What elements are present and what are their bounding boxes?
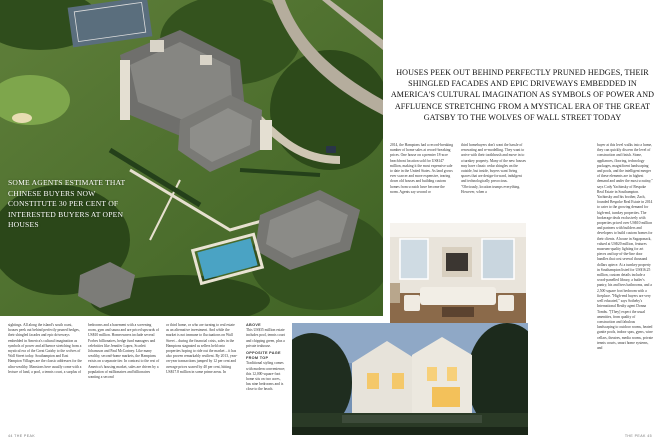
caption-heading-above: ABOVE — [246, 323, 262, 327]
caption-column — [246, 323, 286, 433]
house-dusk-photo — [292, 323, 528, 435]
headline: HOUSES PEEK OUT BEHIND PERFECTLY PRUNED HEDGES, THEIR SHINGLED FACADES AND EPIC DRIVEWAYS EMBEDDED IN AMERICA'S CULTURAL IMAGINATION AS SYMBOLS OF POWER AND AFFLUENCE STRETCHING FROM A MYSTICAL ERA OF THE GREAT GATSBY TO THE WOLVES OF WALL STREET TODAY — [390, 68, 655, 122]
body-column-6 — [461, 143, 526, 223]
body-column-5 — [390, 143, 454, 223]
body-column-2 — [88, 323, 160, 433]
pull-quote: SOME AGENTS ESTIMATE THAT CHINESE BUYERS NOW CONSTITUTE 30 PER CENT OF INTERESTED BUYERS AT OPEN HOUSES — [8, 178, 126, 230]
body-paragraph: third homebuyers don't want the hassle of renovating and re-modelling. They want to arrive with their toothbrush and move in to a turnkey property. Many of the new houses may have classic cedar shingles on the outside, but inside, buyers want living spaces that are design-forward, indulgent and technologically precocious. "Obviously, location trumps everything. However, when a — [461, 143, 526, 194]
caption-opposite: Traditional styling comes with modern convenience; this 12,000-square-foot home sits on two acres, has nine bedrooms and is close to the beach. — [246, 361, 286, 392]
body-column-7 — [533, 143, 655, 439]
caption-heading-opposite: OPPOSITE PAGE FROM TOP — [246, 351, 281, 361]
aerial-estate-photo — [0, 0, 383, 316]
body-paragraph: sightings. All along the island's south coast, houses peek out behind perfectly pruned hedges, their shingled facades and epic driveways embedded in America's cultural imagination as symbols of power and affluence stretching from a mystical era of the Great Gatsby to the wolves of Wall Street today. Southampton and East Hampton Villages are the classic addresses for the ultra-wealthy. Mansions here usually come with a lecture of land, a pool, a tennis court, a surplus of — [8, 323, 82, 374]
folio-right: THE PEAK 45 — [624, 434, 652, 438]
body-paragraph: buyer at this level walks into a home, they can quickly discern the level of construction and finish. Stone, appliances, flooring, technology packages, magnificent landscaping and pools, and the intelligent merger of these elements are in highest demand and under the most scrutiny," says Cody Yachinsky of Bespoke Real Estate in Southampton. Yachinsky and his brother, Zach, founded Bespoke Real Estate in 2014 to cater to the growing demand for high-end, turnkey properties. The brokerage deals exclusively with properties priced over US$10 million and partners with builders and developers to build custom homes for their clients. A house in Sagaponack, valued at US$20 million, features museum-quality lighting for art pieces and top-of-the-line door handles that cost several thousand dollars apiece. At a turnkey property in Southampton listed for US$16.25 million, custom details include a wood-panelled library, a butler's pantry, his and hers bathrooms, and a 2,500 square foot bedroom with a fireplace. "High-end buyers are very well educated," says Sotheby's International Realty agent Donna Tombs. "[They] expect the usual amenities, from quality of construction and fabulous landscaping to outdoor rooms, heated gunite pools, indoor spas, gyms, wine cellars, theatres, media rooms, private tennis courts, smart home systems, and — [597, 143, 654, 350]
living-room-photo — [390, 223, 526, 327]
body-paragraph: bedrooms and a basement with a screening room, gym and sauna and are priced upwards of US$10 million. Homeowners include several Forbes billionaires, hedge fund managers and celebrities like Jennifer Lopez, Scarlett Johansson and Paul McCartney. Like many wealthy, second-home markets, the Hamptons exists on a separate tier. In contrast to the rest of America's housing market, sales are driven by a population of millionaires and billionaires wanting a second — [88, 323, 160, 380]
body-column-1 — [8, 323, 82, 433]
folio-left: 44 THE PEAK — [8, 434, 36, 438]
body-column-3 — [166, 323, 238, 433]
body-paragraph: or third home, or who are turning to real estate as an alternative investment. And while the market is not immune to fluctuations on Wall Street – during the financial crisis, sales in the Hamptons stagnated as sellers held onto properties hoping to ride out the market – it has also proven remarkably resilient. By 2013, year-on-year transactions jumped by 12 per cent and average prices soared by 40 per cent, hitting US$17.8 million in some prime areas. In — [166, 323, 238, 374]
body-paragraph: 2014, the Hamptons had a record-breaking number of home sales at record-breaking prices. One house on a premier 18-acre beachfront location sold for US$147 million, making it the most expensive sale to date in the United States. As land grows ever scarcer and more expensive, tearing down old houses and building custom homes from scratch have become the norm. Agents say second or — [390, 143, 454, 194]
caption-above: This US$35 million estate includes pool, tennis court and chipping green, plus a private teahouse. — [246, 328, 285, 348]
